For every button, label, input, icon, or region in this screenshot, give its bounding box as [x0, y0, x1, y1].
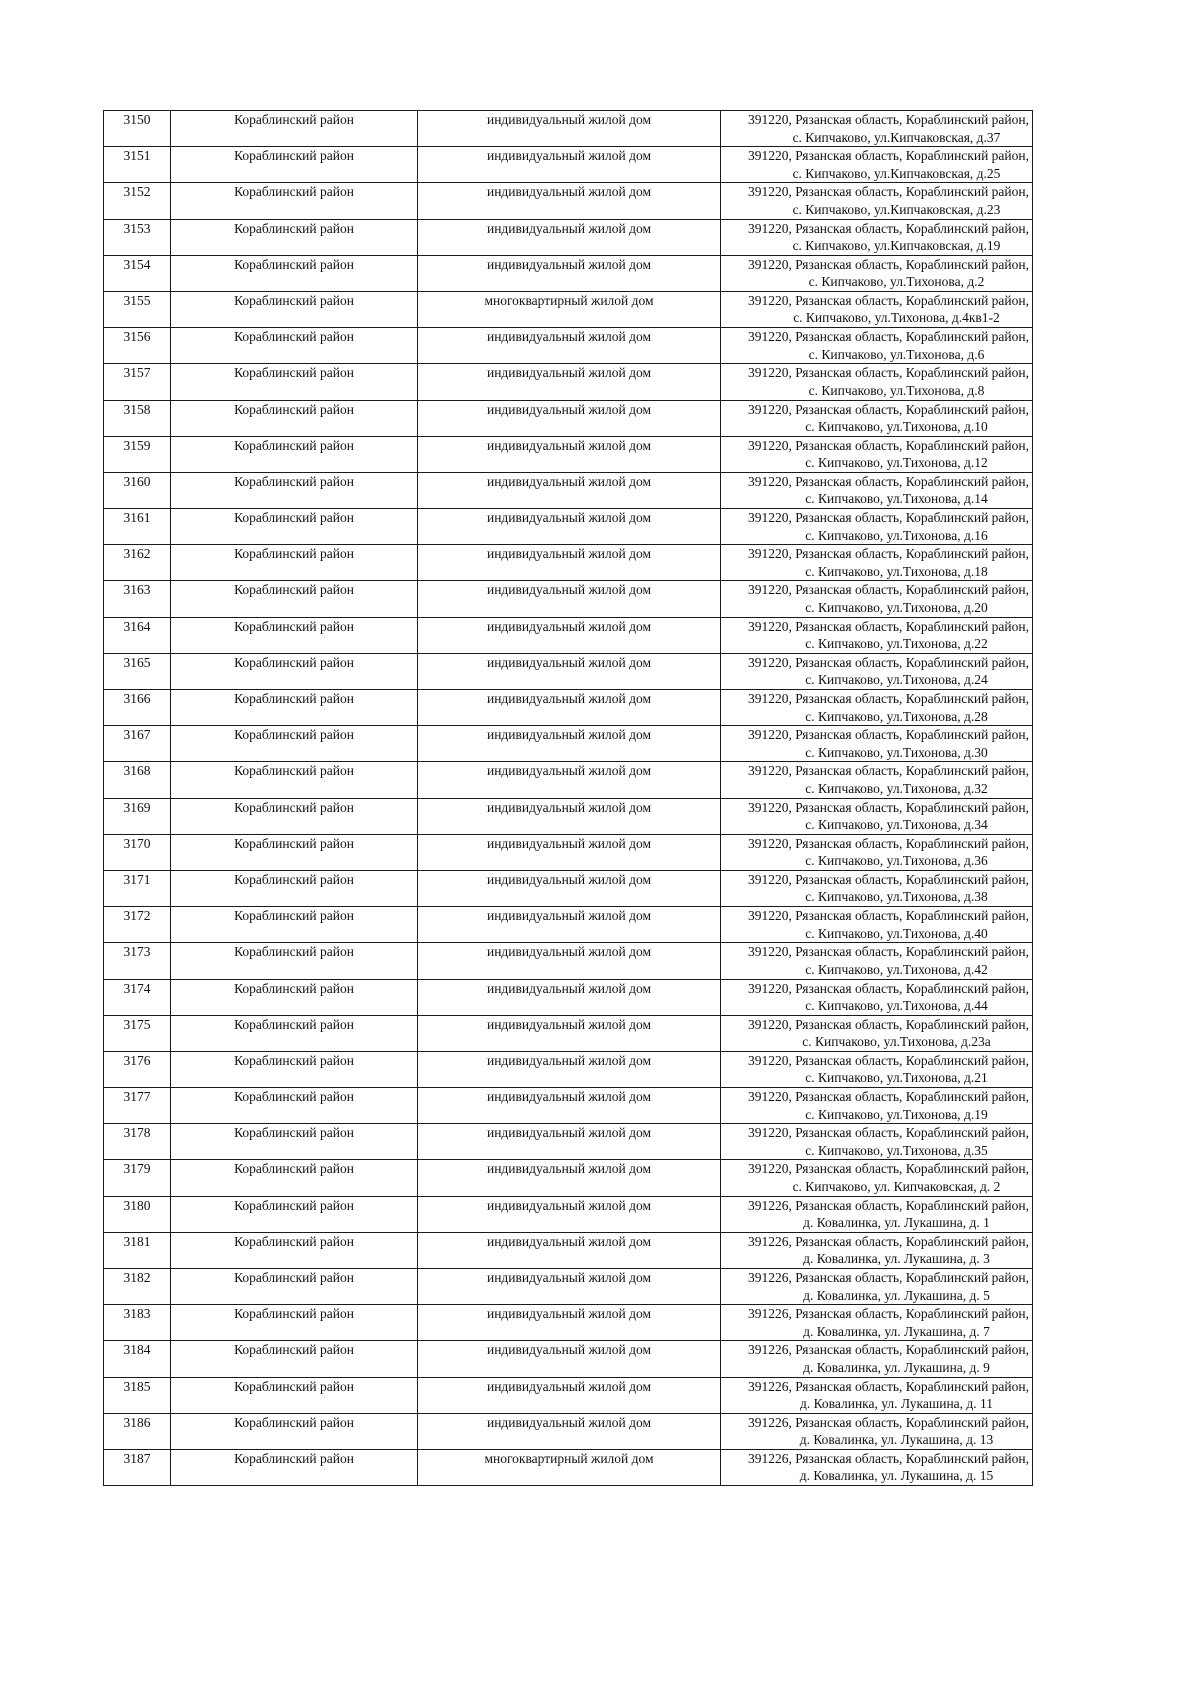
address-line-1: 391220, Рязанская область, Кораблинский район,	[748, 112, 1029, 127]
building-type-cell: индивидуальный жилой дом	[418, 364, 721, 400]
building-type-cell: индивидуальный жилой дом	[418, 617, 721, 653]
row-number-cell: 3173	[104, 943, 171, 979]
address-cell	[721, 1341, 1033, 1377]
address-cell	[721, 509, 1033, 545]
table-row	[104, 762, 1033, 798]
district-cell: Кораблинский район	[171, 617, 418, 653]
address-line-2: с. Кипчаково, ул.Тихонова, д.16	[805, 527, 988, 543]
district-cell: Кораблинский район	[171, 1232, 418, 1268]
address-line-2: д. Ковалинка, ул. Лукашина, д. 13	[799, 1432, 994, 1448]
building-type-cell: индивидуальный жилой дом	[418, 1160, 721, 1196]
address-line-1: 391220, Рязанская область, Кораблинский район,	[748, 691, 1029, 706]
building-type-cell: индивидуальный жилой дом	[418, 1015, 721, 1051]
address-line-2: с. Кипчаково, ул.Тихонова, д.20	[805, 599, 988, 615]
building-type-cell: индивидуальный жилой дом	[418, 328, 721, 364]
row-number-cell: 3182	[104, 1269, 171, 1305]
address-line-2: с. Кипчаково, ул.Тихонова, д.12	[805, 455, 988, 471]
row-number-cell: 3171	[104, 870, 171, 906]
table-row	[104, 1341, 1033, 1377]
table-row	[104, 581, 1033, 617]
table-row	[104, 291, 1033, 327]
address-line-2: с. Кипчаково, ул.Тихонова, д.44	[805, 998, 988, 1013]
address-line-2: с. Кипчаково, ул.Тихонова, д.28	[805, 708, 988, 724]
address-line-2: с. Кипчаково, ул.Тихонова, д.10	[805, 419, 988, 434]
table-row	[104, 798, 1033, 834]
address-cell	[721, 545, 1033, 581]
address-cell	[721, 834, 1033, 870]
address-line-2: с. Кипчаково, ул.Тихонова, д.34	[805, 817, 988, 833]
address-line-2: д. Ковалинка, ул. Лукашина, д. 15	[799, 1468, 994, 1484]
address-line-1: 391220, Рязанская область, Кораблинский район,	[748, 256, 1029, 272]
address-line-1: 391220, Рязанская область, Кораблинский район,	[748, 1089, 1029, 1105]
building-type-cell: индивидуальный жилой дом	[418, 400, 721, 436]
district-cell: Кораблинский район	[171, 183, 418, 219]
row-number-cell: 3153	[104, 219, 171, 255]
row-number-cell: 3172	[104, 907, 171, 943]
district-cell: Кораблинский район	[171, 1124, 418, 1160]
district-cell: Кораблинский район	[171, 1160, 418, 1196]
building-type-cell: индивидуальный жилой дом	[418, 545, 721, 581]
address-line-2: с. Кипчаково, ул.Кипчаковская, д.23	[792, 201, 1001, 217]
table-row	[104, 436, 1033, 472]
building-type-cell: индивидуальный жилой дом	[418, 1232, 721, 1268]
building-type-cell: многоквартирный жилой дом	[418, 1449, 721, 1485]
row-number-cell: 3174	[104, 979, 171, 1015]
address-line-1: 391220, Рязанская область, Кораблинский район,	[748, 871, 1029, 887]
district-cell: Кораблинский район	[171, 1088, 418, 1124]
address-cell	[721, 1449, 1033, 1485]
address-line-2: с. Кипчаково, ул.Кипчаковская, д.37	[792, 129, 1001, 145]
building-type-cell: индивидуальный жилой дом	[418, 1269, 721, 1305]
table-row	[104, 690, 1033, 726]
district-cell: Кораблинский район	[171, 1413, 418, 1449]
address-line-1: 391220, Рязанская область, Кораблинский район,	[748, 473, 1029, 489]
row-number-cell: 3185	[104, 1377, 171, 1413]
building-type-cell: индивидуальный жилой дом	[418, 870, 721, 906]
address-cell	[721, 653, 1033, 689]
table-row	[104, 1449, 1033, 1485]
address-line-1: 391220, Рязанская область, Кораблинский район,	[748, 582, 1029, 598]
address-line-2: д. Ковалинка, ул. Лукашина, д. 11	[799, 1396, 994, 1412]
building-type-cell: индивидуальный жилой дом	[418, 1413, 721, 1449]
building-type-cell: индивидуальный жилой дом	[418, 726, 721, 762]
address-cell	[721, 219, 1033, 255]
row-number-cell: 3181	[104, 1232, 171, 1268]
address-line-1: 391220, Рязанская область, Кораблинский район,	[748, 799, 1029, 815]
row-number-cell: 3154	[104, 255, 171, 291]
district-cell: Кораблинский район	[171, 111, 418, 147]
address-line-1: 391220, Рязанская область, Кораблинский район,	[748, 763, 1029, 779]
address-cell	[721, 1269, 1033, 1305]
address-line-2: с. Кипчаково, ул.Тихонова, д.21	[805, 1070, 988, 1086]
district-cell: Кораблинский район	[171, 436, 418, 472]
address-cell	[721, 1413, 1033, 1449]
row-number-cell: 3164	[104, 617, 171, 653]
row-number-cell: 3177	[104, 1088, 171, 1124]
building-type-cell: индивидуальный жилой дом	[418, 436, 721, 472]
table-row	[104, 1124, 1033, 1160]
district-cell: Кораблинский район	[171, 1449, 418, 1485]
building-type-cell: индивидуальный жилой дом	[418, 1124, 721, 1160]
table-row	[104, 545, 1033, 581]
address-line-1: 391220, Рязанская область, Кораблинский район,	[748, 1125, 1029, 1141]
building-type-cell: индивидуальный жилой дом	[418, 690, 721, 726]
table-row	[104, 364, 1033, 400]
table-row	[104, 219, 1033, 255]
address-line-2: д. Ковалинка, ул. Лукашина, д. 3	[803, 1251, 990, 1267]
table-row	[104, 255, 1033, 291]
address-line-1: 391220, Рязанская область, Кораблинский район,	[748, 401, 1029, 417]
building-type-cell: индивидуальный жилой дом	[418, 509, 721, 545]
building-type-cell: индивидуальный жилой дом	[418, 943, 721, 979]
building-type-cell: индивидуальный жилой дом	[418, 653, 721, 689]
district-cell: Кораблинский район	[171, 907, 418, 943]
address-line-1: 391226, Рязанская область, Кораблинский район,	[748, 1233, 1029, 1249]
address-line-1: 391220, Рязанская область, Кораблинский район,	[748, 220, 1029, 236]
address-cell	[721, 1051, 1033, 1087]
address-line-2: с. Кипчаково, ул.Тихонова, д.23а	[802, 1034, 991, 1050]
district-cell: Кораблинский район	[171, 581, 418, 617]
table-row	[104, 1269, 1033, 1305]
address-line-1: 391226, Рязанская область, Кораблинский район,	[748, 1197, 1029, 1213]
address-cell	[721, 798, 1033, 834]
row-number-cell: 3167	[104, 726, 171, 762]
building-type-cell: индивидуальный жилой дом	[418, 834, 721, 870]
address-line-1: 391220, Рязанская область, Кораблинский район,	[748, 908, 1029, 924]
address-line-2: с. Кипчаково, ул.Тихонова, д.18	[805, 563, 988, 579]
table-row	[104, 1088, 1033, 1124]
table-row	[104, 1413, 1033, 1449]
building-type-cell: индивидуальный жилой дом	[418, 1305, 721, 1341]
address-cell	[721, 726, 1033, 762]
address-cell	[721, 1160, 1033, 1196]
district-cell: Кораблинский район	[171, 147, 418, 183]
address-line-1: 391220, Рязанская область, Кораблинский район,	[748, 365, 1029, 381]
row-number-cell: 3168	[104, 762, 171, 798]
building-type-cell: индивидуальный жилой дом	[418, 1051, 721, 1087]
address-line-2: д. Ковалинка, ул. Лукашина, д. 1	[803, 1215, 990, 1231]
address-cell	[721, 291, 1033, 327]
address-cell	[721, 1232, 1033, 1268]
address-line-1: 391220, Рязанская область, Кораблинский район,	[748, 618, 1029, 634]
address-line-1: 391220, Рязанская область, Кораблинский район,	[748, 980, 1029, 996]
table-row	[104, 1051, 1033, 1087]
address-line-1: 391226, Рязанская область, Кораблинский район,	[748, 1414, 1029, 1430]
district-cell: Кораблинский район	[171, 1196, 418, 1232]
address-line-1: 391226, Рязанская область, Кораблинский район,	[748, 1450, 1029, 1466]
district-cell: Кораблинский район	[171, 726, 418, 762]
building-type-cell: индивидуальный жилой дом	[418, 581, 721, 617]
district-cell: Кораблинский район	[171, 545, 418, 581]
address-cell	[721, 147, 1033, 183]
building-type-cell: индивидуальный жилой дом	[418, 798, 721, 834]
row-number-cell: 3152	[104, 183, 171, 219]
address-cell	[721, 1015, 1033, 1051]
district-cell: Кораблинский район	[171, 979, 418, 1015]
address-line-1: 391220, Рязанская область, Кораблинский район,	[748, 148, 1029, 164]
district-cell: Кораблинский район	[171, 291, 418, 327]
row-number-cell: 3179	[104, 1160, 171, 1196]
address-line-1: 391226, Рязанская область, Кораблинский район,	[748, 1378, 1029, 1394]
table-row	[104, 509, 1033, 545]
address-line-1: 391220, Рязанская область, Кораблинский район,	[748, 184, 1029, 200]
row-number-cell: 3155	[104, 291, 171, 327]
address-cell	[721, 1196, 1033, 1232]
address-line-1: 391220, Рязанская область, Кораблинский район,	[748, 1161, 1029, 1177]
address-line-1: 391220, Рязанская область, Кораблинский район,	[748, 835, 1029, 851]
district-cell: Кораблинский район	[171, 1305, 418, 1341]
row-number-cell: 3165	[104, 653, 171, 689]
district-cell: Кораблинский район	[171, 834, 418, 870]
district-cell: Кораблинский район	[171, 870, 418, 906]
address-cell	[721, 581, 1033, 617]
address-line-2: с. Кипчаково, ул.Тихонова, д.30	[805, 744, 988, 760]
address-cell	[721, 907, 1033, 943]
district-cell: Кораблинский район	[171, 472, 418, 508]
address-line-2: д. Ковалинка, ул. Лукашина, д. 7	[803, 1323, 990, 1339]
address-cell	[721, 870, 1033, 906]
row-number-cell: 3183	[104, 1305, 171, 1341]
row-number-cell: 3163	[104, 581, 171, 617]
district-cell: Кораблинский район	[171, 1341, 418, 1377]
address-line-1: 391220, Рязанская область, Кораблинский район,	[748, 654, 1029, 670]
building-type-cell: индивидуальный жилой дом	[418, 1088, 721, 1124]
building-type-cell: индивидуальный жилой дом	[418, 111, 721, 147]
address-line-2: с. Кипчаково, ул.Тихонова, д.40	[805, 925, 988, 941]
table-row	[104, 907, 1033, 943]
address-line-2: с. Кипчаково, ул.Тихонова, д.14	[805, 491, 988, 507]
address-line-1: 391220, Рязанская область, Кораблинский район,	[748, 546, 1029, 562]
table-row	[104, 943, 1033, 979]
row-number-cell: 3166	[104, 690, 171, 726]
district-cell: Кораблинский район	[171, 364, 418, 400]
address-line-2: с. Кипчаково, ул.Тихонова, д.19	[805, 1106, 988, 1122]
district-cell: Кораблинский район	[171, 1377, 418, 1413]
address-cell	[721, 1305, 1033, 1341]
building-type-cell: индивидуальный жилой дом	[418, 183, 721, 219]
address-line-2: д. Ковалинка, ул. Лукашина, д. 5	[803, 1287, 990, 1303]
address-line-1: 391220, Рязанская область, Кораблинский район,	[748, 437, 1029, 453]
district-cell: Кораблинский район	[171, 328, 418, 364]
row-number-cell: 3180	[104, 1196, 171, 1232]
address-line-2: с. Кипчаково, ул.Тихонова, д.2	[808, 274, 985, 290]
row-number-cell: 3150	[104, 111, 171, 147]
row-number-cell: 3157	[104, 364, 171, 400]
row-number-cell: 3162	[104, 545, 171, 581]
row-number-cell: 3187	[104, 1449, 171, 1485]
building-type-cell: индивидуальный жилой дом	[418, 907, 721, 943]
row-number-cell: 3184	[104, 1341, 171, 1377]
table-row	[104, 400, 1033, 436]
address-line-1: 391220, Рязанская область, Кораблинский район,	[748, 292, 1029, 308]
address-line-1: 391220, Рязанская область, Кораблинский район,	[748, 1052, 1029, 1068]
table-row	[104, 147, 1033, 183]
building-type-cell: индивидуальный жилой дом	[418, 1196, 721, 1232]
table-row	[104, 979, 1033, 1015]
building-type-cell: индивидуальный жилой дом	[418, 472, 721, 508]
address-line-2: с. Кипчаково, ул.Тихонова, д.35	[805, 1142, 988, 1158]
table-row	[104, 1015, 1033, 1051]
address-line-1: 391226, Рязанская область, Кораблинский район,	[748, 1270, 1029, 1285]
row-number-cell: 3158	[104, 400, 171, 436]
district-cell: Кораблинский район	[171, 653, 418, 689]
address-cell	[721, 690, 1033, 726]
district-cell: Кораблинский район	[171, 762, 418, 798]
address-cell	[721, 762, 1033, 798]
address-cell	[721, 943, 1033, 979]
district-cell: Кораблинский район	[171, 509, 418, 545]
address-cell	[721, 436, 1033, 472]
building-type-cell: многоквартирный жилой дом	[418, 291, 721, 327]
building-type-cell: индивидуальный жилой дом	[418, 1341, 721, 1377]
table-row	[104, 183, 1033, 219]
address-line-2: с. Кипчаково, ул.Тихонова, д.24	[805, 672, 988, 688]
address-line-1: 391220, Рязанская область, Кораблинский район,	[748, 1016, 1029, 1032]
row-number-cell: 3186	[104, 1413, 171, 1449]
address-line-1: 391220, Рязанская область, Кораблинский район,	[748, 727, 1029, 743]
district-cell: Кораблинский район	[171, 400, 418, 436]
address-line-2: с. Кипчаково, ул.Тихонова, д.42	[805, 961, 988, 977]
building-type-cell: индивидуальный жилой дом	[418, 1377, 721, 1413]
address-cell	[721, 1088, 1033, 1124]
address-line-1: 391220, Рязанская область, Кораблинский район,	[748, 944, 1029, 960]
table-row	[104, 834, 1033, 870]
building-type-cell: индивидуальный жилой дом	[418, 255, 721, 291]
address-line-2: с. Кипчаково, ул.Тихонова, д.36	[805, 853, 988, 869]
address-cell	[721, 1377, 1033, 1413]
address-cell	[721, 1124, 1033, 1160]
table-row	[104, 111, 1033, 147]
address-line-2: с. Кипчаково, ул.Тихонова, д.4кв1-2	[793, 310, 1000, 326]
registry-table-body	[104, 111, 1033, 1486]
table-row	[104, 328, 1033, 364]
row-number-cell: 3160	[104, 472, 171, 508]
table-row	[104, 1377, 1033, 1413]
row-number-cell: 3170	[104, 834, 171, 870]
district-cell: Кораблинский район	[171, 1269, 418, 1305]
housing-registry-table	[103, 110, 1033, 1486]
district-cell: Кораблинский район	[171, 219, 418, 255]
district-cell: Кораблинский район	[171, 798, 418, 834]
address-line-2: с. Кипчаково, ул. Кипчаковская, д. 2	[792, 1178, 1001, 1194]
address-cell	[721, 183, 1033, 219]
address-cell	[721, 364, 1033, 400]
district-cell: Кораблинский район	[171, 690, 418, 726]
address-line-2: д. Ковалинка, ул. Лукашина, д. 9	[803, 1359, 990, 1375]
address-cell	[721, 979, 1033, 1015]
address-cell	[721, 111, 1033, 147]
row-number-cell: 3159	[104, 436, 171, 472]
building-type-cell: индивидуальный жилой дом	[418, 979, 721, 1015]
row-number-cell: 3176	[104, 1051, 171, 1087]
table-row	[104, 1196, 1033, 1232]
address-cell	[721, 328, 1033, 364]
table-row	[104, 1232, 1033, 1268]
address-line-2: с. Кипчаково, ул.Тихонова, д.22	[805, 636, 988, 652]
table-row	[104, 472, 1033, 508]
district-cell: Кораблинский район	[171, 1015, 418, 1051]
row-number-cell: 3156	[104, 328, 171, 364]
table-row	[104, 870, 1033, 906]
district-cell: Кораблинский район	[171, 1051, 418, 1087]
district-cell: Кораблинский район	[171, 255, 418, 291]
table-row	[104, 1160, 1033, 1196]
row-number-cell: 3178	[104, 1124, 171, 1160]
address-line-1: 391220, Рязанская область, Кораблинский район,	[748, 329, 1029, 345]
address-line-1: 391226, Рязанская область, Кораблинский район,	[748, 1306, 1029, 1322]
address-line-1: 391226, Рязанская область, Кораблинский район,	[748, 1342, 1029, 1358]
address-line-2: с. Кипчаково, ул.Тихонова, д.38	[805, 889, 988, 905]
building-type-cell: индивидуальный жилой дом	[418, 147, 721, 183]
address-line-2: с. Кипчаково, ул.Кипчаковская, д.25	[792, 165, 1001, 181]
table-row	[104, 653, 1033, 689]
row-number-cell: 3175	[104, 1015, 171, 1051]
row-number-cell: 3169	[104, 798, 171, 834]
address-cell	[721, 617, 1033, 653]
address-line-2: с. Кипчаково, ул.Тихонова, д.32	[805, 780, 988, 796]
building-type-cell: индивидуальный жилой дом	[418, 219, 721, 255]
address-cell	[721, 400, 1033, 436]
row-number-cell: 3161	[104, 509, 171, 545]
district-cell: Кораблинский район	[171, 943, 418, 979]
building-type-cell: индивидуальный жилой дом	[418, 762, 721, 798]
row-number-cell: 3151	[104, 147, 171, 183]
address-line-1: 391220, Рязанская область, Кораблинский район,	[748, 510, 1029, 526]
address-line-2: с. Кипчаково, ул.Тихонова, д.6	[808, 346, 985, 362]
table-row	[104, 726, 1033, 762]
address-cell	[721, 255, 1033, 291]
address-cell	[721, 472, 1033, 508]
table-row	[104, 1305, 1033, 1341]
table-row	[104, 617, 1033, 653]
address-line-2: с. Кипчаково, ул.Кипчаковская, д.19	[792, 238, 1001, 254]
address-line-2: с. Кипчаково, ул.Тихонова, д.8	[808, 382, 985, 398]
